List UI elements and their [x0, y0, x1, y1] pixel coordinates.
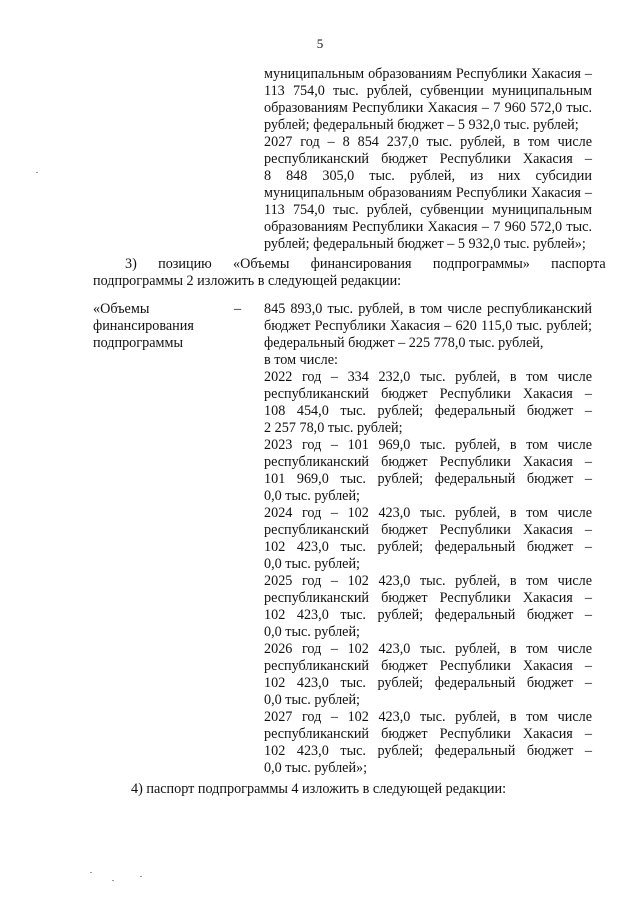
- page-number: 5: [316, 36, 324, 51]
- text-line: 108 454,0 тыс. рублей; федеральный бюджет –: [264, 403, 592, 419]
- text-line: в том числе:: [264, 352, 338, 368]
- text-line: образованиям Республики Хакасия – 7 960 572,0 тыс.: [264, 219, 592, 235]
- item-4-line: 4) паспорт подпрограммы 4 изложить в следующей редакции:: [131, 781, 507, 797]
- text-line: 2027 год – 8 854 237,0 тыс. рублей, в том числе: [264, 134, 592, 150]
- text-line: 0,0 тыс. рублей;: [264, 488, 360, 504]
- text-line: 102 423,0 тыс. рублей; федеральный бюджет –: [264, 539, 592, 555]
- text-line: республиканский бюджет Республики Хакасия –: [264, 658, 592, 674]
- label-line: подпрограммы: [93, 335, 183, 351]
- text-line: 8 848 305,0 тыс. рублей, из них субсидии: [264, 168, 592, 184]
- text-line: республиканский бюджет Республики Хакасия –: [264, 522, 592, 538]
- text-line: рублей; федеральный бюджет – 5 932,0 тыс. рублей»;: [264, 236, 586, 252]
- scan-speck: [112, 880, 114, 881]
- text-line: бюджет Республики Хакасия – 620 115,0 тыс. рублей;: [264, 318, 592, 334]
- text-line: муниципальным образованиям Республики Хакасия –: [264, 66, 592, 82]
- label-line: финансирования: [93, 318, 194, 334]
- text-line: 101 969,0 тыс. рублей; федеральный бюджет –: [264, 471, 592, 487]
- text-line: 2026 год – 102 423,0 тыс. рублей, в том числе: [264, 641, 592, 657]
- text-line: 0,0 тыс. рублей;: [264, 556, 360, 572]
- text-line: республиканский бюджет Республики Хакасия –: [264, 726, 592, 742]
- text-line: рублей; федеральный бюджет – 5 932,0 тыс. рублей;: [264, 117, 579, 133]
- text-line: 113 754,0 тыс. рублей, субвенции муниципальным: [264, 202, 592, 218]
- scan-speck: [90, 872, 92, 873]
- text-line: 2025 год – 102 423,0 тыс. рублей, в том числе: [264, 573, 592, 589]
- text-line: 113 754,0 тыс. рублей, субвенции муниципальным: [264, 83, 592, 99]
- item-3-line-2: подпрограммы 2 изложить в следующей редакции:: [93, 273, 402, 289]
- text-line: 845 893,0 тыс. рублей, в том числе республиканский: [264, 301, 592, 317]
- text-line: республиканский бюджет Республики Хакасия –: [264, 590, 592, 606]
- text-line: республиканский бюджет Республики Хакасия –: [264, 151, 592, 167]
- dash: –: [234, 301, 242, 317]
- text-line: 102 423,0 тыс. рублей; федеральный бюджет –: [264, 607, 592, 623]
- scan-speck: [36, 172, 38, 173]
- text-line: 2 257 78,0 тыс. рублей;: [264, 420, 403, 436]
- label-line: «Объемы: [93, 301, 150, 317]
- text-line: 2023 год – 101 969,0 тыс. рублей, в том числе: [264, 437, 592, 453]
- text-line: образованиям Республики Хакасия – 7 960 572,0 тыс.: [264, 100, 592, 116]
- text-line: муниципальным образованиям Республики Хакасия –: [264, 185, 592, 201]
- text-line: 102 423,0 тыс. рублей; федеральный бюджет –: [264, 743, 592, 759]
- text-line: федеральный бюджет – 225 778,0 тыс. рублей,: [264, 335, 544, 351]
- text-line: 102 423,0 тыс. рублей; федеральный бюджет –: [264, 675, 592, 691]
- item-3-line-1: 3) позицию «Объемы финансирования подпрограммы» паспорта: [125, 256, 606, 272]
- text-line: 0,0 тыс. рублей;: [264, 692, 360, 708]
- text-line: республиканский бюджет Республики Хакасия –: [264, 386, 592, 402]
- text-line: республиканский бюджет Республики Хакасия –: [264, 454, 592, 470]
- text-line: 0,0 тыс. рублей»;: [264, 760, 368, 776]
- text-line: 2027 год – 102 423,0 тыс. рублей, в том числе: [264, 709, 592, 725]
- scan-speck: [140, 876, 142, 877]
- text-line: 2022 год – 334 232,0 тыс. рублей, в том числе: [264, 369, 592, 385]
- text-line: 0,0 тыс. рублей;: [264, 624, 360, 640]
- text-line: 2024 год – 102 423,0 тыс. рублей, в том числе: [264, 505, 592, 521]
